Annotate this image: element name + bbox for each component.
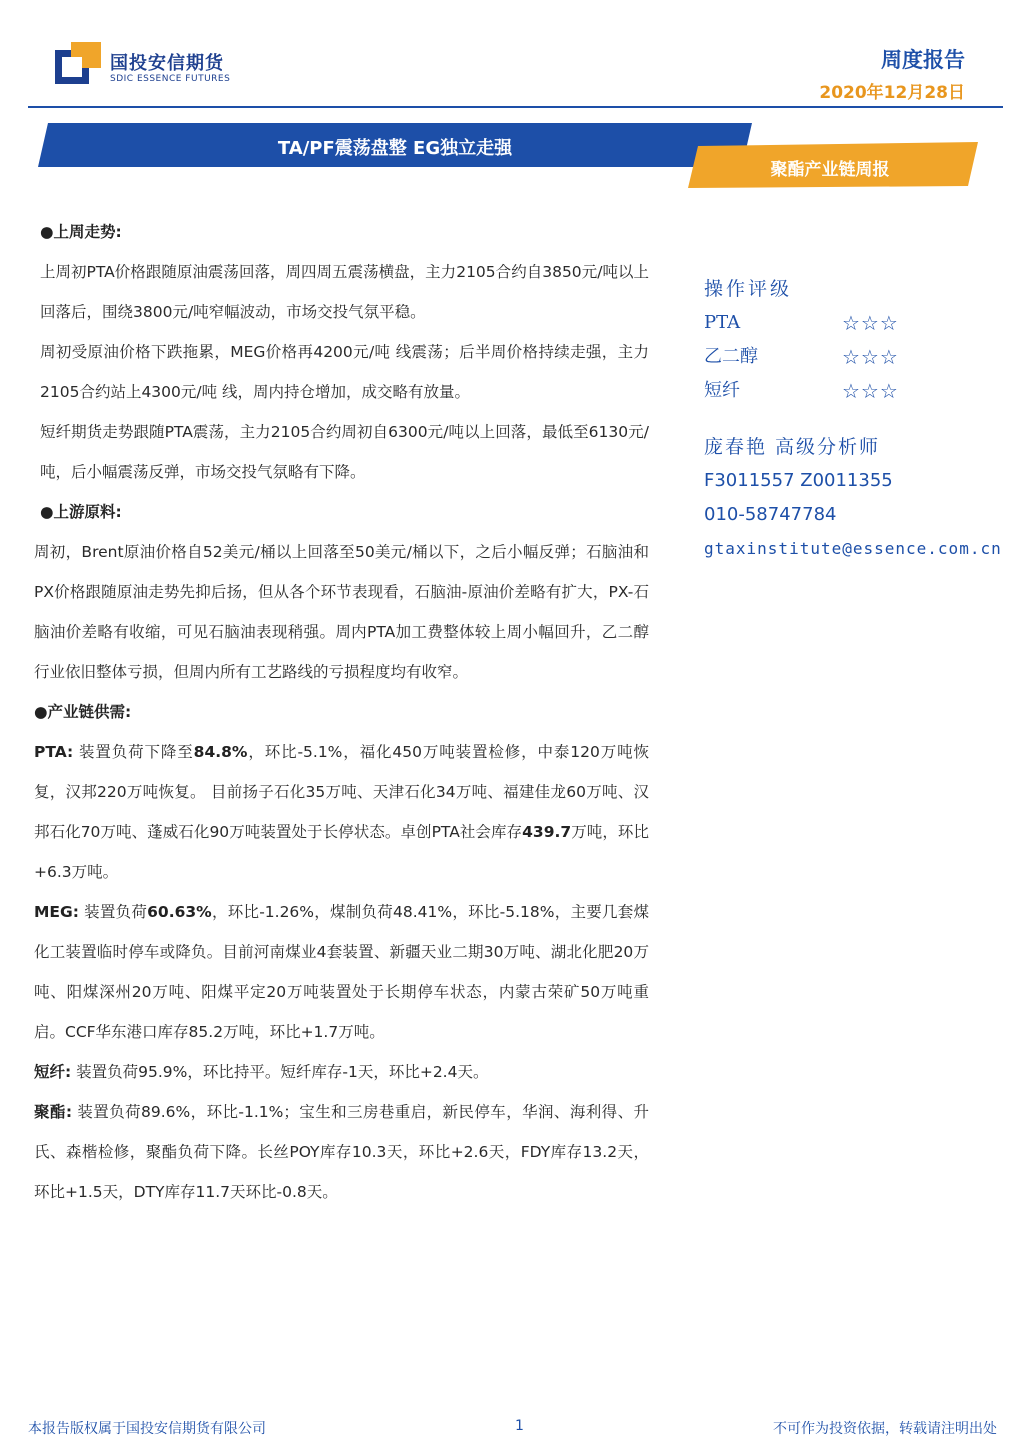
meg-load-value: 60.63% <box>147 903 212 921</box>
polyester-text: 装置负荷89.6%，环比-1.1%；宝生和三房巷重启，新民停车，华润、海利得、升氏、森楷检修，聚酯负荷下降。长丝POY库存10.3天，环比+2.6天，FDY库存13.2天，环比+1.5天，DTY库存11.7天环比-0.8天。 <box>34 1103 650 1201</box>
pta-text: 装置负荷下降至 <box>73 743 194 761</box>
pta-inventory-value: 439.7 <box>522 823 572 841</box>
sidebar <box>704 272 1024 566</box>
polyester-paragraph <box>34 1092 649 1212</box>
logo-text-en: SDIC ESSENCE FUTURES <box>110 74 231 84</box>
meg-text: ，环比-1.26%，煤制负荷48.41%，环比-5.18%，主要几套煤化工装置临时停车或降负。目前河南煤业4套装置、新疆天业二期30万吨、湖北化肥20万吨、阳煤深州20万吨、阳煤平定20万吨装置处于长期停车状态，内蒙古荣矿50万吨重启。CCF华东港口库存85.2万吨，环比+1.7万吨。 <box>34 903 649 1041</box>
section-heading-upstream: ●上游原料: <box>40 503 122 521</box>
section-heading-last-week: ●上周走势: <box>40 223 122 241</box>
polyester-label: 聚酯: <box>34 1103 73 1121</box>
psf-text: 装置负荷95.9%，环比持平。短纤库存-1天，环比+2.4天。 <box>71 1063 489 1081</box>
report-date: 2020年12月28日 <box>819 83 965 103</box>
rating-name: 短纤 <box>704 380 740 401</box>
star-rating-icon: ☆☆☆ <box>842 379 899 403</box>
star-rating-icon: ☆☆☆ <box>842 345 899 369</box>
logo-text-cn: 国投安信期货 <box>110 53 224 74</box>
rating-row-pta <box>704 306 1024 340</box>
paragraph: 上周初PTA价格跟随原油震荡回落，周四周五震荡横盘，主力2105合约自3850元/吨以上回落后，围绕3800元/吨窄幅波动，市场交投气氛平稳。 <box>40 263 649 321</box>
paragraph: 周初，Brent原油价格自52美元/桶以上回落至50美元/桶以下，之后小幅反弹；石脑油和PX价格跟随原油走势先抑后扬，但从各个环节表现看，石脑油-原油价差略有扩大，PX-石脑油价差略有收缩，可见石脑油表现稍强。周内PTA加工费整体较上周小幅回升，乙二醇行业依旧整体亏损，但周内所有工艺路线的亏损程度均有收窄。 <box>34 543 649 681</box>
report-subtitle: 聚酯产业链周报 <box>770 160 890 180</box>
paragraph: 周初受原油价格下跌拖累，MEG价格再4200元/吨 线震荡；后半周价格持续走强，主力2105合约站上4300元/吨 线，周内持仓增加，成交略有放量。 <box>40 343 649 401</box>
pta-load-value: 84.8% <box>193 743 248 761</box>
rating-name: 乙二醇 <box>704 346 758 367</box>
main-content <box>34 212 649 1212</box>
rating-row-meg <box>704 340 1024 374</box>
page-number: 1 <box>515 1418 524 1434</box>
analyst-name: 庞春艳 高级分析师 <box>704 436 881 458</box>
meg-text: 装置负荷 <box>78 903 148 921</box>
pta-paragraph <box>34 732 649 892</box>
analyst-license: F3011557 Z0011355 <box>704 470 893 491</box>
rating-name: PTA <box>704 312 741 333</box>
rating-row-psf <box>704 374 1024 408</box>
meg-paragraph <box>34 892 649 1052</box>
header-divider <box>28 106 1003 108</box>
footer-disclaimer: 不可作为投资依据，转载请注明出处 <box>773 1421 997 1437</box>
meg-label: MEG: <box>34 903 79 921</box>
analyst-phone: 010-58747784 <box>704 504 837 525</box>
paragraph: 短纤期货走势跟随PTA震荡，主力2105合约周初自6300元/吨以上回落，最低至6130元/吨，后小幅震荡反弹，市场交投气氛略有下降。 <box>40 423 649 481</box>
pta-label: PTA: <box>34 743 74 761</box>
rating-heading: 操作评级 <box>704 278 793 300</box>
pta-text: 万吨，环比+6.3万吨。 <box>34 823 649 881</box>
analyst-email[interactable]: gtaxinstitute@essence.com.cn <box>704 539 1002 558</box>
report-type: 周度报告 <box>881 48 965 72</box>
pta-text: ，环比-5.1%，福化450万吨装置检修，中泰120万吨恢复，汉邦220万吨恢复。 目前扬子石化35万吨、天津石化34万吨、福建佳龙60万吨、汉邦石化70万吨、蓬威石化90万吨装置处于长停状态。卓创PTA社会库存 <box>34 743 649 841</box>
psf-paragraph <box>34 1052 649 1092</box>
report-title: TA/PF震荡盘整 EG独立走强 <box>277 138 513 159</box>
star-rating-icon: ☆☆☆ <box>842 311 899 335</box>
psf-label: 短纤: <box>34 1063 72 1081</box>
footer-copyright: 本报告版权属于国投安信期货有限公司 <box>28 1421 266 1437</box>
logo-icon <box>55 42 101 84</box>
section-heading-supply-demand: ●产业链供需: <box>34 703 132 721</box>
